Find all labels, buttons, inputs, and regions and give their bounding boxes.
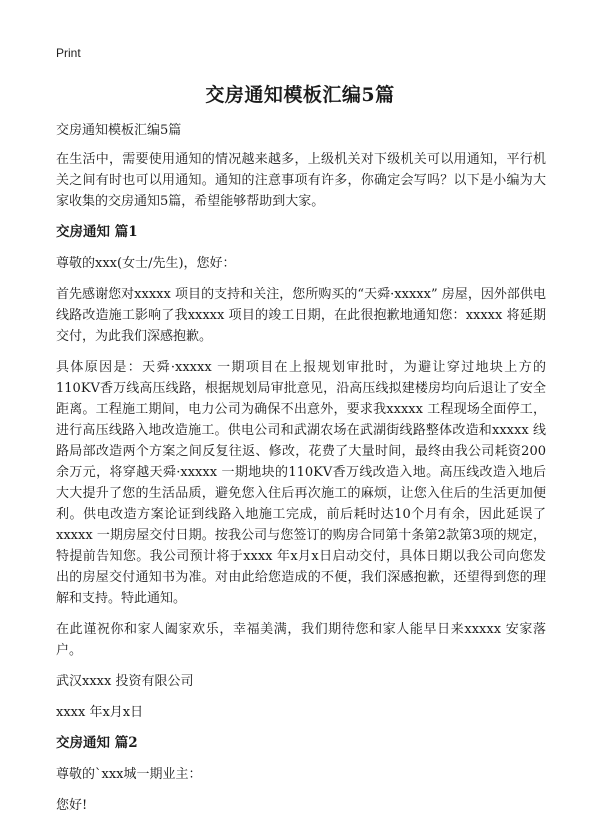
section2-greeting: 您好! xyxy=(56,798,88,813)
print-link[interactable]: Print xyxy=(56,46,81,60)
section1-date: xxxx 年x月x日 xyxy=(56,705,144,720)
section1-paragraph-2: 具体原因是：天舜·xxxxx 一期项目在上报规划审批时，为避让穿过地块上方的110KV香万线高压线路，根据规划局审批意见，沿高压线拟建楼房均向后退让了安全距离。工程施工期间，电力公司为确保不出意外，要求我xxxxx 工程现场全面停工，进行高压线路入地改造施工。供电公司和武湖农场在武湖街线路整体改造和xxxxx 线路局部改造两个方案之间反复往返、修改，花费了大量时间，最终由我公司耗资200余万元，将穿越天舜·xxxxx 一期地块的110KV香万线改造入地。高压线改造入地后大大提升了您的生活品质，避免您入住后再次施工的麻烦，让您入住后的生活更加便利。供电改造方案论证到线路入地施工完成，前后耗时达10个月有余，因此延误了xxxxx 一期房屋交付日期。按我公司与您签订的购房合同第十条第2款第3项的规定，特提前告知您。我公司预计将于xxxx 年x月x日启动交付，具体日期以我公司向您发出的房屋交付通知书为准。对由此给您造成的不便，我们深感抱歉，还望得到您的理解和支持。特此通知。 xyxy=(56,360,546,606)
section1-salutation: 尊敬的xxx(女士/先生)，您好： xyxy=(56,256,236,271)
section2-salutation: 尊敬的`xxx城一期业主： xyxy=(56,767,202,782)
section1-paragraph-1: 首先感谢您对xxxxx 项目的支持和关注，您所购买的“天舜·xxxxx” 房屋，因外部供电线路改造施工影响了我xxxxx 项目的竣工日期，在此很抱歉地通知您：xxxxx 将延期交付，为此我们深感抱歉。 xyxy=(56,287,546,344)
section1-company: 武汉xxxx 投资有限公司 xyxy=(56,674,194,689)
intro-paragraph: 在生活中，需要使用通知的情况越来越多，上级机关对下级机关可以用通知，平行机关之间有时也可以用通知。通知的注意事项有许多，你确定会写吗？以下是小编为大家收集的交房通知5篇，希望能够帮助到大家。 xyxy=(56,152,546,209)
section-heading-2: 交房通知 篇2 xyxy=(56,735,138,751)
intro-title: 交房通知模板汇编5篇 xyxy=(56,123,182,138)
section-heading-1: 交房通知 篇1 xyxy=(56,224,138,240)
section1-paragraph-3: 在此谨祝你和家人阖家欢乐，幸福美满，我们期待您和家人能早日来xxxxx 安家落户。 xyxy=(56,622,546,658)
document-body xyxy=(56,120,546,826)
page-title: 交房通知模板汇编5篇 xyxy=(205,84,395,106)
